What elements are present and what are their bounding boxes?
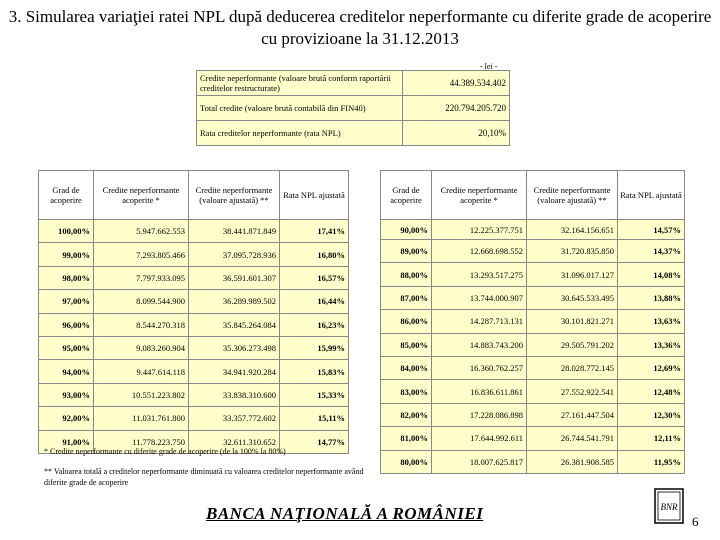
coverage-table-right (380, 170, 685, 474)
adjusted-rate-cell: 13,88% (618, 286, 685, 309)
adjusted-npl-cell: 35.306.273.498 (189, 336, 280, 359)
summary-label: Credite neperformante (valoare brută conform raportării creditelor restructurate) (197, 71, 403, 96)
coverage-cell: 96,00% (39, 313, 94, 336)
adjusted-rate-cell: 16,80% (280, 243, 349, 266)
coverage-cell: 98,00% (39, 266, 94, 289)
adjusted-rate-cell: 12,11% (618, 427, 685, 450)
summary-value: 44.389.534.402 (403, 71, 510, 96)
summary-row (197, 71, 510, 96)
header-coverage: Grad de acoperire (381, 171, 432, 220)
coverage-cell: 84,00% (381, 356, 432, 379)
table-row (381, 403, 685, 426)
coverage-cell: 87,00% (381, 286, 432, 309)
summary-table (196, 70, 510, 146)
adjusted-rate-cell: 13,36% (618, 333, 685, 356)
summary-row (197, 96, 510, 121)
covered-npl-cell: 14.883.743.200 (432, 333, 527, 356)
page-number: 6 (692, 514, 699, 529)
header-covered-npl: Credite neperformante acoperite * (432, 171, 527, 220)
bank-name: BANCA NAŢIONALĂ A ROMÂNIEI (206, 504, 484, 523)
table-row (381, 240, 685, 263)
adjusted-rate-cell: 16,57% (280, 266, 349, 289)
covered-npl-cell: 12.225.377.751 (432, 220, 527, 240)
adjusted-npl-cell: 28.028.772.145 (527, 356, 618, 379)
coverage-cell: 82,00% (381, 403, 432, 426)
adjusted-npl-cell: 29.505.791.202 (527, 333, 618, 356)
coverage-cell: 85,00% (381, 333, 432, 356)
adjusted-rate-cell: 15,83% (280, 360, 349, 383)
coverage-cell: 89,00% (381, 240, 432, 263)
adjusted-npl-cell: 31.096.017.127 (527, 263, 618, 286)
covered-npl-cell: 14.287.713.131 (432, 310, 527, 333)
covered-npl-cell: 9.083.260.904 (94, 336, 189, 359)
table-row (39, 383, 349, 406)
coverage-cell: 88,00% (381, 263, 432, 286)
covered-npl-cell: 16.836.611.861 (432, 380, 527, 403)
covered-npl-cell: 16.360.762.257 (432, 356, 527, 379)
adjusted-rate-cell: 14,57% (618, 220, 685, 240)
covered-npl-cell: 18.007.625.817 (432, 450, 527, 473)
adjusted-rate-cell: 14,77% (280, 430, 349, 453)
currency-unit: - lei - (480, 62, 498, 71)
adjusted-npl-cell: 33.838.310.600 (189, 383, 280, 406)
adjusted-npl-cell: 35.845.264.084 (189, 313, 280, 336)
table-row (39, 313, 349, 336)
coverage-cell: 92,00% (39, 407, 94, 430)
footnote-covered: * Credite neperformante cu diferite grade de acoperire (de la 100% la 80%) (44, 447, 286, 456)
logo-text: BNR (660, 502, 678, 512)
table-row (381, 380, 685, 403)
adjusted-rate-cell: 13,63% (618, 310, 685, 333)
adjusted-npl-cell: 33.357.772.602 (189, 407, 280, 430)
table-row (381, 263, 685, 286)
table-row (381, 450, 685, 473)
table-row (39, 220, 349, 243)
table-header-row (39, 171, 349, 220)
coverage-cell: 80,00% (381, 450, 432, 473)
table-row (381, 220, 685, 240)
adjusted-rate-cell: 14,37% (618, 240, 685, 263)
adjusted-npl-cell: 27.552.922.541 (527, 380, 618, 403)
header-covered-npl: Credite neperformante acoperite * (94, 171, 189, 220)
adjusted-rate-cell: 14,08% (618, 263, 685, 286)
table-row (381, 356, 685, 379)
coverage-cell: 81,00% (381, 427, 432, 450)
adjusted-npl-cell: 32.611.310.652 (189, 430, 280, 453)
coverage-cell: 90,00% (381, 220, 432, 240)
footnote-adjusted: ** Valoarea totală a creditelor neperformante diminuată cu valoarea creditelor neperformante având diferite grade de acoperire (44, 467, 364, 487)
table-row (381, 310, 685, 333)
summary-row (197, 121, 510, 146)
covered-npl-cell: 7.797.933.095 (94, 266, 189, 289)
adjusted-rate-cell: 12,30% (618, 403, 685, 426)
adjusted-npl-cell: 30.645.533.495 (527, 286, 618, 309)
coverage-cell: 97,00% (39, 290, 94, 313)
header-coverage: Grad de acoperire (39, 171, 94, 220)
table-row (381, 427, 685, 450)
header-adjusted-npl: Credite neperformante (valoare ajustată) ** (527, 171, 618, 220)
table-row (39, 360, 349, 383)
table-header-row (381, 171, 685, 220)
summary-value: 20,10% (403, 121, 510, 146)
adjusted-rate-cell: 15,33% (280, 383, 349, 406)
table-row (39, 290, 349, 313)
adjusted-rate-cell: 12,48% (618, 380, 685, 403)
covered-npl-cell: 17.228.086.898 (432, 403, 527, 426)
header-adjusted-npl: Credite neperformante (valoare ajustată) ** (189, 171, 280, 220)
covered-npl-cell: 11.778.223.750 (94, 430, 189, 453)
page-title: 3. Simularea variaţiei ratei NPL după deducerea creditelor neperformante cu diferite grade de acoperire cu provizioane la 31.12.2013 (8, 7, 712, 48)
adjusted-rate-cell: 16,44% (280, 290, 349, 313)
adjusted-npl-cell: 36.591.601.307 (189, 266, 280, 289)
adjusted-npl-cell: 31.720.835.850 (527, 240, 618, 263)
coverage-table-left (38, 170, 349, 454)
adjusted-npl-cell: 32.164.156.651 (527, 220, 618, 240)
covered-npl-cell: 7.293.805.466 (94, 243, 189, 266)
adjusted-npl-cell: 34.941.920.284 (189, 360, 280, 383)
coverage-cell: 100,00% (39, 220, 94, 243)
adjusted-rate-cell: 15,11% (280, 407, 349, 430)
coverage-cell: 83,00% (381, 380, 432, 403)
covered-npl-cell: 11.031.761.800 (94, 407, 189, 430)
covered-npl-cell: 12.668.698.552 (432, 240, 527, 263)
adjusted-npl-cell: 27.161.447.504 (527, 403, 618, 426)
adjusted-npl-cell: 36.289.989.502 (189, 290, 280, 313)
adjusted-rate-cell: 12,69% (618, 356, 685, 379)
covered-npl-cell: 5.947.662.553 (94, 220, 189, 243)
header-adjusted-rate: Rata NPL ajustată (280, 171, 349, 220)
covered-npl-cell: 8.544.270.318 (94, 313, 189, 336)
table-row (381, 286, 685, 309)
summary-label: Rata creditelor neperformante (rata NPL) (197, 121, 403, 146)
covered-npl-cell: 13.293.517.275 (432, 263, 527, 286)
table-row (39, 266, 349, 289)
adjusted-npl-cell: 30.101.821.271 (527, 310, 618, 333)
table-row (39, 243, 349, 266)
covered-npl-cell: 9.447.614.118 (94, 360, 189, 383)
covered-npl-cell: 10.551.223.802 (94, 383, 189, 406)
adjusted-rate-cell: 17,41% (280, 220, 349, 243)
bnr-logo (654, 488, 684, 524)
header-adjusted-rate: Rata NPL ajustată (618, 171, 685, 220)
coverage-cell: 91,00% (39, 430, 94, 453)
covered-npl-cell: 13.744.000.907 (432, 286, 527, 309)
table-row (381, 333, 685, 356)
coverage-cell: 99,00% (39, 243, 94, 266)
coverage-cell: 95,00% (39, 336, 94, 359)
adjusted-npl-cell: 37.095.728.936 (189, 243, 280, 266)
covered-npl-cell: 8.099.544.900 (94, 290, 189, 313)
coverage-cell: 86,00% (381, 310, 432, 333)
summary-value: 220.794.205.720 (403, 96, 510, 121)
adjusted-rate-cell: 11,95% (618, 450, 685, 473)
adjusted-rate-cell: 16,23% (280, 313, 349, 336)
table-row (39, 336, 349, 359)
coverage-cell: 94,00% (39, 360, 94, 383)
adjusted-npl-cell: 26.381.908.585 (527, 450, 618, 473)
table-row (39, 407, 349, 430)
adjusted-rate-cell: 15,99% (280, 336, 349, 359)
adjusted-npl-cell: 38.441.871.849 (189, 220, 280, 243)
covered-npl-cell: 17.644.992.611 (432, 427, 527, 450)
coverage-cell: 93,00% (39, 383, 94, 406)
summary-label: Total credite (valoare brută contabilă din FIN40) (197, 96, 403, 121)
adjusted-npl-cell: 26.744.541.791 (527, 427, 618, 450)
